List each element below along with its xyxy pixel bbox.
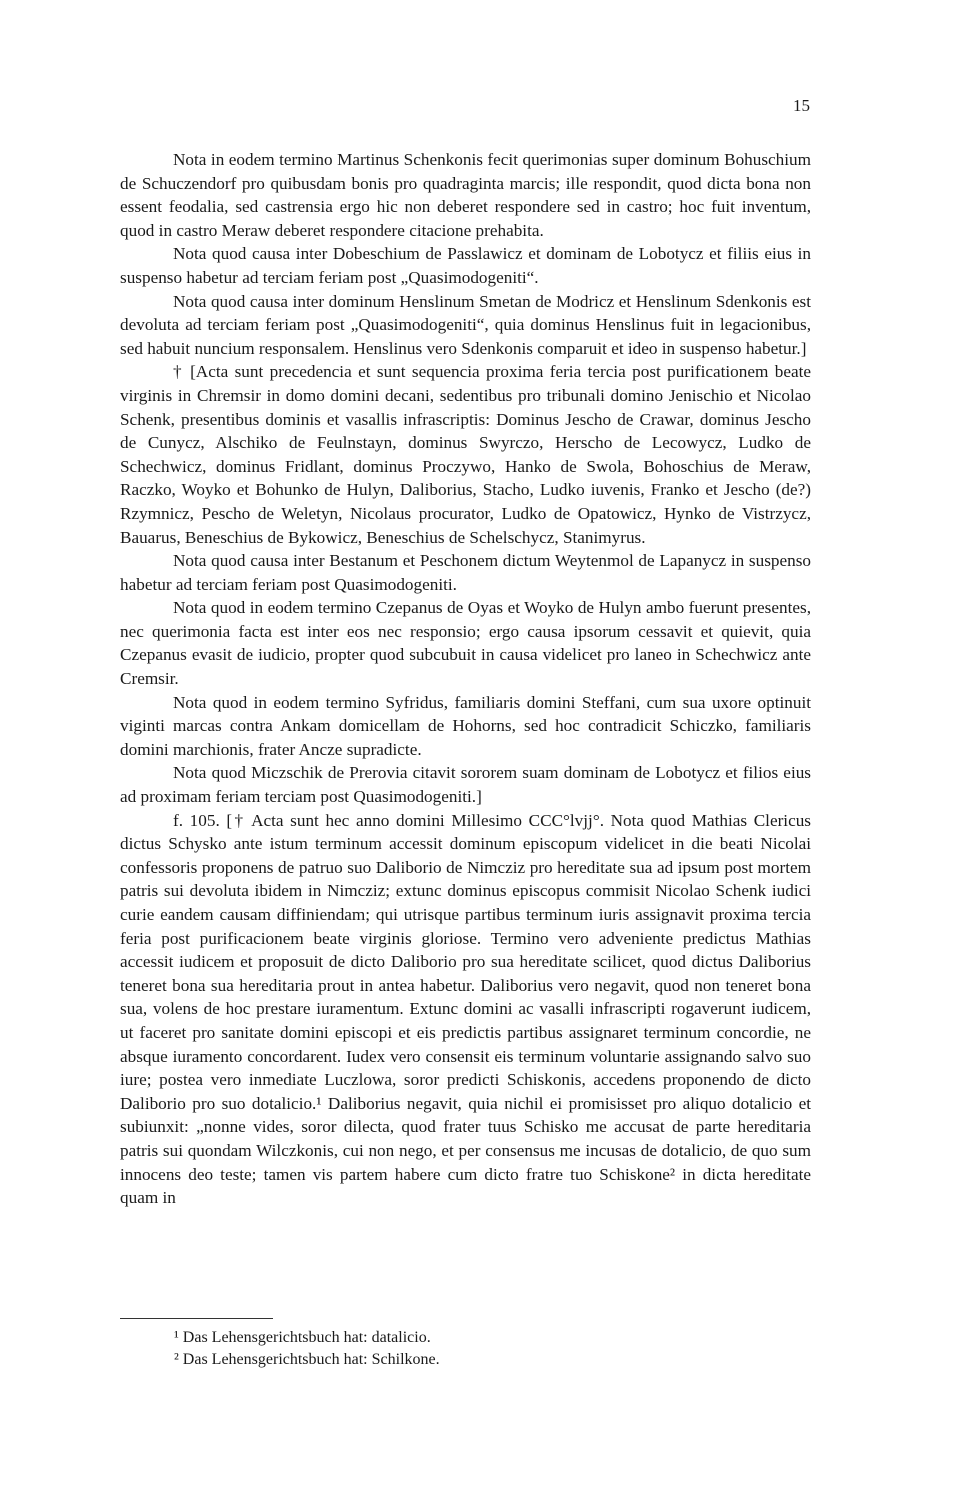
footnote: ¹ Das Lehensgerichtsbuch hat: datalicio. — [174, 1329, 431, 1346]
paragraph: † [Acta sunt precedencia et sunt sequencia proxima feria tercia post purificationem beate virginis in Chremsir in domo domini decani, sedentibus pro tribunali domino Jenischio et Nicolao Schenk, presentibus dominis et vasallis infrascriptis: Dominus Jescho de Crawar, dominus Jescho de Cunycz, Alschiko de Feulnstayn, dominus Swyrczo, Herscho de Lecowycz, Ludko de Schechwicz, dominus Fridlant, dominus Proczywo, Hanko de Swola, Bohoschius de Meraw, Raczko, Woyko et Bohunko de Hulyn, Daliborius, Stacho, Ludko iuvenis, Franko et Jescho (de?) Rzymnicz, Pescho de Weletyn, Nicolaus procurator, Ludko de Opatowicz, Hynko de Vistrzycz, Bauarus, Beneschius de Bykowicz, Beneschius de Schelschycz, Stanimyrus. — [120, 362, 811, 547]
paragraph: Nota quod causa inter dominum Henslinum Smetan de Modricz et Henslinum Sdenkonis est devoluta ad terciam feriam post „Quasimodogeniti“, quia dominus Henslinus fuit in legacionibus, sed habuit nuncium responsalem. Henslinus vero Sdenkonis comparuit et ideo in suspenso habetur.] — [120, 291, 811, 358]
footnote-divider — [120, 1318, 273, 1319]
paragraph: Nota in eodem termino Martinus Schenkonis fecit querimonias super dominum Bohuschium de Schuczendorf pro quibusdam bonis pro quadraginta marcis; ille respondit, quod dicta bona non essent feodalia, sed castrensia ergo hic non deberet respondere sed in castro; hoc fuit inventum, quod in castro Meraw deberet respondere citacione prehabita. — [120, 150, 811, 240]
footnotes — [174, 1327, 440, 1371]
paragraph: Nota quod Miczschik de Prerovia citavit sororem suam dominam de Lobotycz et filios eius ad proximam feriam terciam post Quasimodogeniti.] — [120, 763, 811, 807]
page-number: 15 — [793, 96, 810, 115]
footnote: ² Das Lehensgerichtsbuch hat: Schilkone. — [174, 1351, 440, 1368]
paragraph: Nota quod in eodem termino Czepanus de Oyas et Woyko de Hulyn ambo fuerunt presentes, nec querimonia facta est inter eos nec responsio; ergo causa ipsorum cessavit et quievit, quia Czepanus evasit de iudicio, propter quod subcubuit in causa videlicet pro laneo in Schechwicz ante Cremsir. — [120, 598, 811, 689]
body-text — [120, 148, 811, 1210]
paragraph: Nota quod causa inter Dobeschium de Passlawicz et dominam de Lobotycz et filiis eius in suspenso habetur ad terciam feriam post „Quasimodogeniti“. — [120, 244, 811, 287]
paragraph: Nota quod in eodem termino Syfridus, familiaris domini Steffani, cum sua uxore optinuit viginti marcas contra Ankam domicellam de Hohorns, sed hoc contradicit Schiczko, familiaris domini marchionis, frater Ancze supradicte. — [120, 692, 811, 759]
paragraph: f. 105. [† Acta sunt hec anno domini Millesimo CCC°lvjj°. Nota quod Mathias Clericus dictus Schysko ante istum terminum accessit dominum episcopum videlicet in die beati Nicolai confessoris proponens de patruo suo Daliborio de Nimcziz pro hereditate sua ad ipsum post mortem patris sui devoluta ibidem in Nimcziz; extunc dominus episcopus commisit Nicolao Schenk iudici curie eandem causam diffiniendam; qui utrisque partibus terminum iuris assignavit proxima tercia feria post purificacionem beate virginis gloriose. Termino vero adveniente predictus Mathias accessit iudicem et proposuit de dicto Daliborio pro sua hereditate scilicet, quod dictus Daliborius teneret bona sua hereditaria prout in antea habetur. Daliborius vero negavit, quod non teneret bona sua, volens de hoc prestare iuramentum. Extunc domini ac vasalli infrascripti rogaverunt iudicem, ut faceret pro sanitate domini episcopi et eis predictis partibus assignaret terminum concordie, ne absque iuramento concordarent. Iudex vero consensit eis terminum voluntarie assignando salvo suo iure; postea vero inmediate Luczlowa, soror predicti Schiskonis, accedens proponendo de dicto Daliborio pro suo dotalicio.¹ Daliborius negavit, quia nichil ei promisisset pro aliquo dotalicio et subiunxit: „nonne vides, soror dilecta, quod frater tuus Schisko me accusat de parte hereditaria patris sui quondam Wilczkonis, cui non nego, et per consensus me incusas de dotalicio, de quo sum innocens deo teste; tamen vis partem habere cum dicto fratre tuo Schiskone² in dicta hereditate quam in — [120, 810, 811, 1208]
paragraph: Nota quod causa inter Bestanum et Peschonem dictum Weytenmol de Lapanycz in suspenso habetur ad terciam feriam post Quasimodogeniti. — [120, 551, 811, 594]
